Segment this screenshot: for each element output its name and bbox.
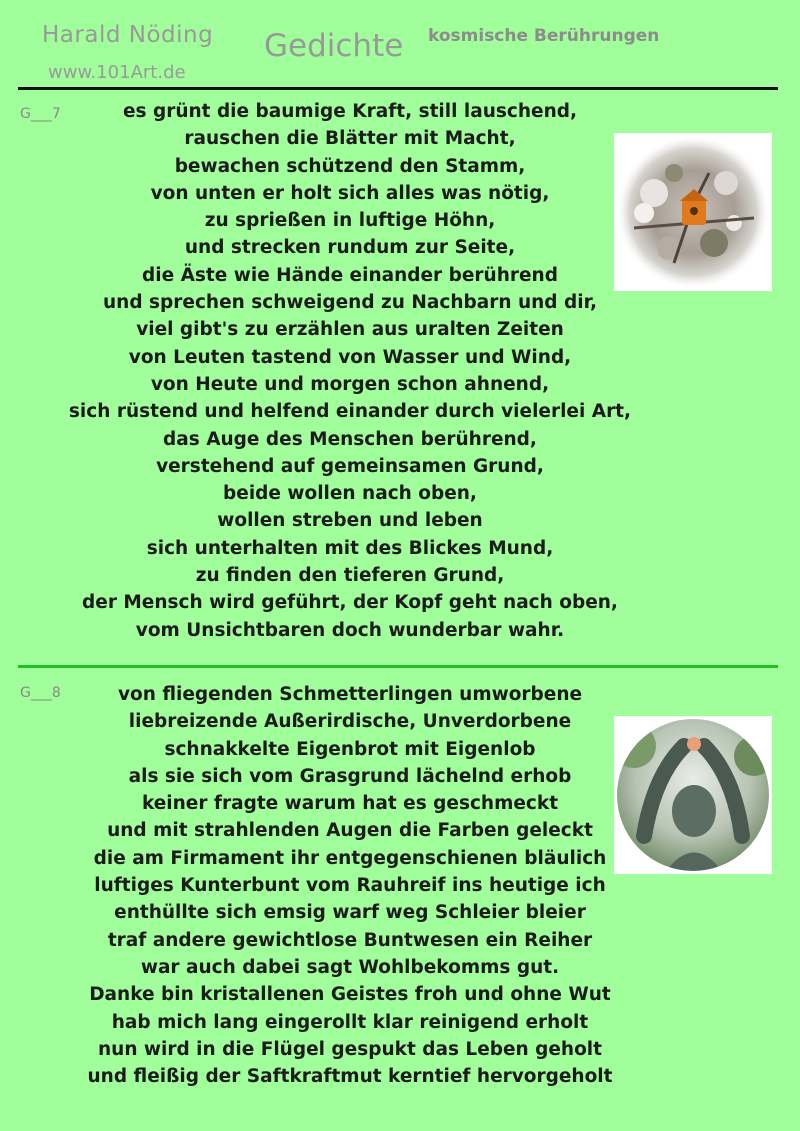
poem-line: keiner fragte warum hat es geschmeckt bbox=[141, 793, 559, 815]
poem-line: Danke bin kristallenen Geistes froh und ohne Wut bbox=[89, 984, 611, 1006]
header-divider bbox=[18, 87, 778, 90]
poem-text bbox=[20, 98, 680, 644]
poem-line: zu sprießen in luftige Höhn, bbox=[204, 210, 496, 232]
poem-text bbox=[20, 681, 680, 1090]
poem-line: rauschen die Blätter mit Macht, bbox=[184, 128, 516, 150]
poem-line: war auch dabei sagt Wohlbekomms gut. bbox=[140, 956, 560, 978]
poem-line: liebreizende Außerirdische, Unverdorbene bbox=[128, 711, 572, 733]
poem-line: von unten er holt sich alles was nötig, bbox=[150, 182, 550, 204]
poem-line: viel gibt's zu erzählen aus uralten Zeiten bbox=[136, 319, 564, 341]
poem-line: wollen streben und leben bbox=[217, 510, 483, 532]
poem-id: G___7 bbox=[20, 106, 61, 122]
poem-line: bewachen schützend den Stamm, bbox=[174, 155, 526, 177]
poem-line: beide wollen nach oben, bbox=[223, 483, 477, 505]
poem-line: das Auge des Menschen berührend, bbox=[163, 428, 537, 450]
poem-line: sich unterhalten mit des Blickes Mund, bbox=[146, 537, 554, 559]
poem-line: vom Unsichtbaren doch wunderbar wahr. bbox=[135, 619, 565, 641]
poem-line: die am Firmament ihr entgegenschienen bläulich bbox=[93, 847, 607, 869]
poem-line: verstehend auf gemeinsamen Grund, bbox=[156, 455, 544, 477]
poem-line: nun wird in die Flügel gespukt das Leben geholt bbox=[97, 1038, 602, 1060]
poem-line: von fliegenden Schmetterlingen umworbene bbox=[117, 684, 583, 705]
poem-line: luftiges Kunterbunt vom Rauhreif ins heutige ich bbox=[94, 875, 606, 897]
website-link[interactable]: www.101Art.de bbox=[48, 62, 186, 83]
page-title: Gedichte bbox=[264, 28, 404, 64]
poem-line: schnakkelte Eigenbrot mit Eigenlob bbox=[164, 738, 536, 760]
poem-line: von Heute und morgen schon ahnend, bbox=[150, 373, 550, 395]
poem-line: enthüllte sich emsig warf weg Schleier bleier bbox=[114, 902, 586, 924]
author-name: Harald Nöding bbox=[42, 22, 214, 48]
tree-blossom-birdhouse-photo bbox=[614, 133, 772, 291]
poem-line: und mit strahlenden Augen die Farben geleckt bbox=[107, 820, 593, 842]
poem-line: traf andere gewichtlose Buntwesen ein Reiher bbox=[107, 929, 593, 951]
statue-arms-raised-photo bbox=[614, 716, 772, 874]
poem-line: und sprechen schweigend zu Nachbarn und dir, bbox=[103, 292, 597, 314]
poem-id: G___8 bbox=[20, 685, 61, 701]
poem-line: die Äste wie Hände einander berührend bbox=[142, 264, 558, 286]
poem-line: sich rüstend und helfend einander durch vielerlei Art, bbox=[68, 401, 632, 423]
poem-line: von Leuten tastend von Wasser und Wind, bbox=[128, 346, 572, 368]
poem-line: hab mich lang eingerollt klar reinigend erholt bbox=[111, 1011, 589, 1033]
poem-line: zu finden den tieferen Grund, bbox=[195, 565, 505, 587]
poem-line: und fleißig der Saftkraftmut kerntief hervorgeholt bbox=[87, 1066, 613, 1088]
page-subtitle: kosmische Berührungen bbox=[428, 26, 660, 46]
poem-line: und strecken rundum zur Seite, bbox=[184, 237, 516, 259]
poem-line: der Mensch wird geführt, der Kopf geht nach oben, bbox=[82, 592, 618, 614]
poem-divider bbox=[18, 665, 778, 668]
poem-line: es grünt die baumige Kraft, still lauschend, bbox=[122, 101, 578, 122]
poem-line: als sie sich vom Grasgrund lächelnd erhob bbox=[128, 765, 572, 787]
